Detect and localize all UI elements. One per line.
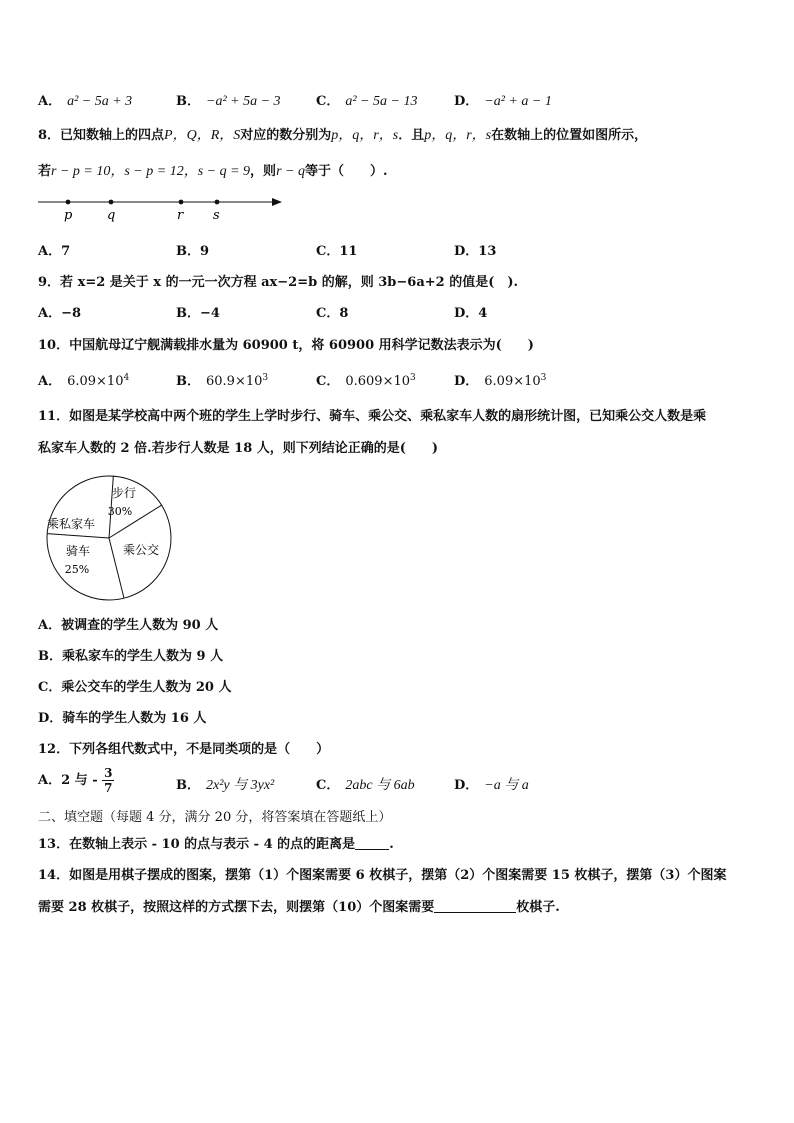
q13-stem: 13．在数轴上表示 - 10 的点与表示 - 4 的点的距离是 .: [38, 837, 394, 852]
q8-option-c[interactable]: C．11: [316, 244, 358, 259]
section-heading-fill-in: 二、填空题（每题 4 分，满分 20 分，将答案填在答题纸上）: [38, 810, 392, 825]
label-r: r: [177, 208, 184, 223]
q10-option-c[interactable]: C． $0.609\times 10^3$: [316, 373, 416, 389]
q9-option-d[interactable]: D．4: [454, 306, 488, 321]
q7-option-d[interactable]: D． −a² + a − 1: [454, 94, 552, 109]
q10-option-a[interactable]: A． $6.09\times 10^4$: [38, 373, 130, 389]
q11-option-d[interactable]: D．骑车的学生人数为 16 人: [38, 711, 207, 726]
point-s: [215, 200, 220, 205]
point-q: [109, 200, 114, 205]
q8-number-line: [30, 190, 290, 226]
fraction: $\frac{3}{7}$: [104, 766, 113, 795]
q11-option-a[interactable]: A．被调查的学生人数为 90 人: [38, 618, 219, 633]
q11-pie-chart: [40, 472, 180, 602]
pie-label-walk: 步行: [111, 486, 137, 500]
q11-stem-line2: 私家车人数的 2 倍.若步行人数是 18 人，则下列结论正确的是( ): [38, 441, 439, 456]
q11-option-b[interactable]: B．乘私家车的学生人数为 9 人: [38, 649, 224, 664]
q14-stem-line2: 需要 28 枚棋子，按照这样的方式摆下去，则摆第（10）个图案需要 枚棋子.: [38, 900, 560, 915]
q8-option-b[interactable]: B．9: [176, 244, 210, 259]
q13-answer-blank[interactable]: [355, 837, 389, 850]
point-p: [66, 200, 71, 205]
q12-option-c[interactable]: C． 2abc 与 6ab: [316, 778, 415, 793]
pie-label-car: 乘私家车: [46, 517, 96, 531]
q12-option-a[interactable]: A．2 与 - $\frac{3}{7}$: [38, 766, 113, 795]
pie-label-bus: 乘公交: [122, 543, 160, 557]
q9-option-b[interactable]: B．−4: [176, 306, 220, 321]
q8-stem-line2: 若r − p = 10，s − p = 12，s − q = 9，则r − q等于（ ）.: [38, 164, 388, 179]
q11-stem-line1: 11．如图是某学校高中两个班的学生上学时步行、骑车、乘公交、乘私家车人数的扇形统计图，已知乘公交人数是乘: [38, 409, 707, 424]
q11-option-c[interactable]: C．乘公交车的学生人数为 20 人: [38, 680, 232, 695]
q9-stem: 9．若 x=2 是关于 x 的一元一次方程 ax−2=b 的解，则 3b−6a+2 的值是( ).: [38, 275, 519, 290]
label-s: s: [213, 208, 220, 223]
q14-answer-blank[interactable]: [434, 900, 516, 913]
q10-option-b[interactable]: B． $60.9\times 10^3$: [176, 373, 269, 389]
q10-stem: 10．中国航母辽宁舰满载排水量为 60900 t，将 60900 用科学记数法表示为( ): [38, 338, 534, 353]
point-r: [179, 200, 184, 205]
q8-option-d[interactable]: D．13: [454, 244, 497, 259]
number-line-arrow-icon: [272, 198, 282, 206]
q14-stem-line1: 14．如图是用棋子摆成的图案，摆第（1）个图案需要 6 枚棋子，摆第（2）个图案需要 15 枚棋子，摆第（3）个图案: [38, 868, 727, 883]
label-p: p: [64, 208, 73, 223]
q12-option-b[interactable]: B． 2x²y 与 3yx²: [176, 778, 275, 793]
pie-pct-walk: 30%: [107, 505, 133, 518]
q7-option-b[interactable]: B． −a² + 5a − 3: [176, 94, 281, 109]
pie-label-bike: 骑车: [65, 544, 91, 558]
q12-stem: 12．下列各组代数式中，不是同类项的是（ ）: [38, 742, 330, 757]
q8-option-a[interactable]: A．7: [38, 244, 71, 259]
q9-option-a[interactable]: A．−8: [38, 306, 82, 321]
label-q: q: [107, 208, 116, 223]
q12-option-d[interactable]: D． −a 与 a: [454, 778, 529, 793]
q8-stem-line1: 8．已知数轴上的四点P，Q，R，S对应的数分别为p，q，r，s．且p，q，r，s在数轴上的位置如图所示，: [38, 128, 648, 143]
q9-option-c[interactable]: C．8: [316, 306, 349, 321]
pie-pct-bike: 25%: [64, 563, 90, 576]
q7-option-a[interactable]: A． a² − 5a + 3: [38, 94, 133, 109]
q7-option-c[interactable]: C． a² − 5a − 13: [316, 94, 418, 109]
q10-option-d[interactable]: D． $6.09\times 10^3$: [454, 373, 547, 389]
